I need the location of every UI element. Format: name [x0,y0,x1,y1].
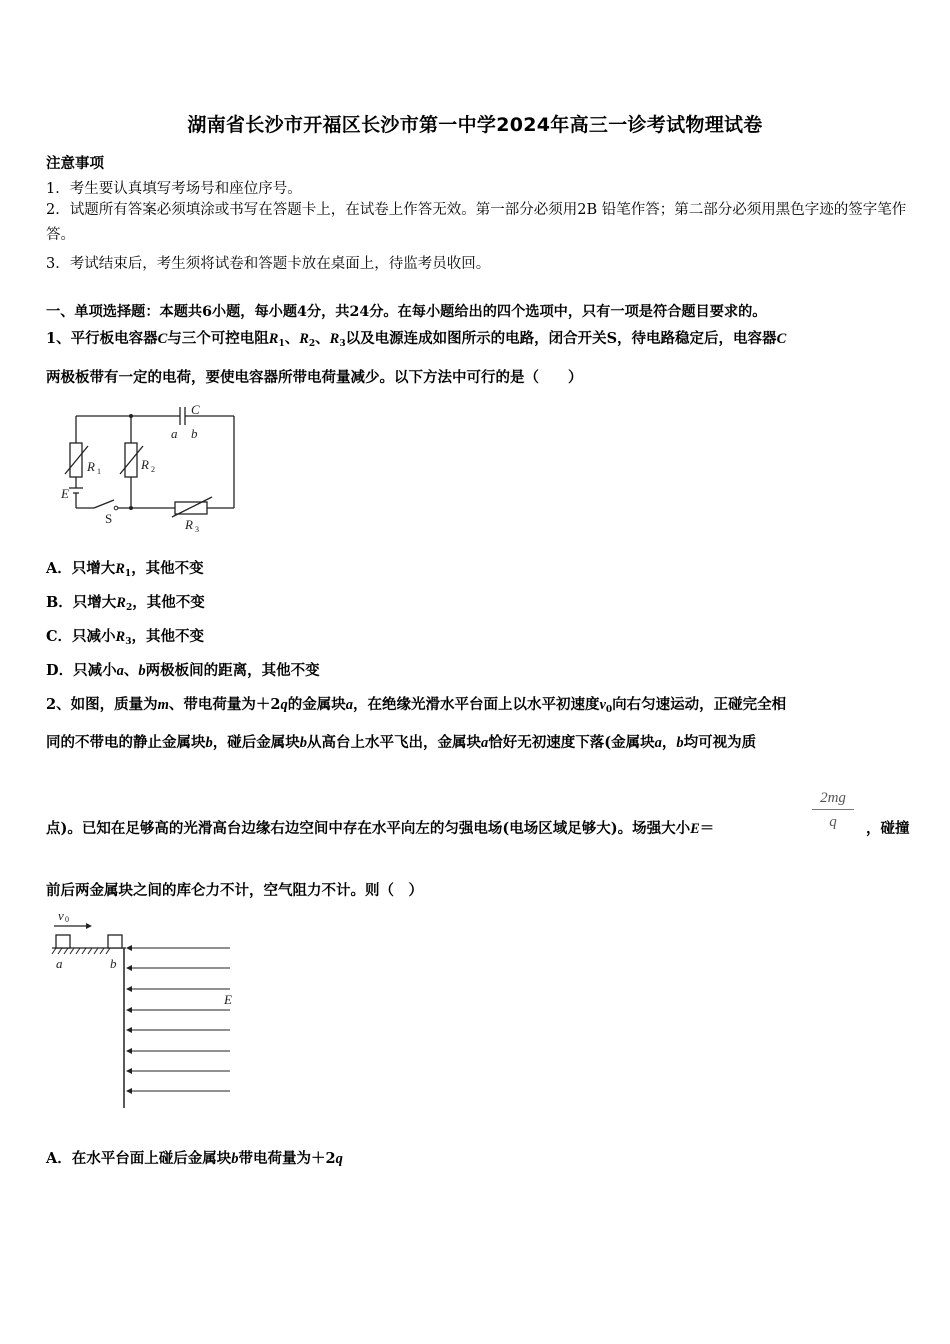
notice-heading: 注意事项 [46,155,104,172]
q2-var-a2: a [481,735,489,751]
q2-field-diagram [46,906,246,1112]
q1-sub-3: 3 [339,339,346,349]
q2-var-v: v [599,697,606,713]
q1-diagram-label-e: E [61,486,69,501]
q1-option-a-sub: 1 [124,569,132,579]
q2-line-1 [46,693,908,714]
q2-var-b2: b [299,735,307,751]
q1-option-d-mid: 、 [123,662,139,679]
notice-item-2: 2．试题所有答案必须填涂或书写在答题卡上，在试卷上作答无效。第一部分必须用2B 铅笔作答；第二部分必须用黑色字迹的签字笔作答。 [46,202,907,243]
q2-option-a-b: b [231,1151,239,1167]
q2-l2-f: 均可视为质 [683,734,757,751]
q2-var-v-sub: 0 [605,705,613,715]
q1-diagram-label-a: a [171,426,178,441]
q2-diagram-label-v-sub: 0 [65,915,69,924]
q1-text-b: 与三个可控电阻 [167,330,269,347]
q1-diagram-label-c: C [191,402,200,417]
q1-option-b-sub: 2 [125,603,133,613]
q1-option-b-pre: B．只增大 [46,594,117,611]
q1-option-d-pre: D．只减小 [46,662,117,679]
q2-diagram-label-v: v [58,908,64,923]
q2-l1-e: 向右匀速运动，正碰完全相 [612,696,787,713]
q1-var-c2: C [776,331,787,347]
q1-sep-2: 、 [315,330,330,347]
q2-l3-tail: ，碰撞 [866,820,910,837]
q2-l1-d: ，在绝缘光滑水平台面上以水平初速度 [352,696,600,713]
q1-option-c-pre: C．只减小 [46,628,116,645]
q2-l3-a: 点)。已知在足够高的光滑高台边缘右边空间中存在水平向左的匀强电场(电场区域足够大)。场强大小 [46,820,691,837]
q2-diagram-label-e: E [224,992,232,1007]
q2-l2-c: 从高台上水平飞出，金属块 [307,734,481,751]
q1-option-b [46,591,908,612]
q1-option-a-var: R [115,561,125,577]
q1-var-r1: R [268,331,279,347]
q1-diagram-sub-2: 2 [151,465,155,474]
q2-l3-eq: ＝ [699,820,715,837]
field-strength-fraction [812,790,854,831]
q2-var-b3: b [676,735,684,751]
q2-diagram-label-b: b [110,956,117,971]
q2-l2-d: 恰好无初速度下落(金属块 [488,734,655,751]
q1-diagram-label-r2: R [141,457,149,472]
q2-var-m: m [157,697,169,713]
q1-option-b-var: R [116,595,126,611]
q2-l2-e: ， [661,734,677,751]
q1-diagram-label-s: S [105,511,113,526]
q2-l1-c: 的金属块 [287,696,346,713]
q1-diagram-sub-3: 3 [195,525,199,533]
q2-line-3 [46,817,908,838]
q1-option-a-post: ，其他不变 [131,560,204,577]
q1-line-2: 两极板带有一定的电荷，要使电容器所带电荷量减少。以下方法中可行的是（ ） [46,369,583,386]
q1-sep-1: 、 [284,330,300,347]
q1-option-c-var: R [115,629,126,645]
q1-diagram-label-r3: R [185,517,193,532]
q2-var-a: a [345,697,353,713]
q2-var-b1: b [205,735,213,751]
q1-var-c: C [157,331,168,347]
q2-l2-a: 同的不带电的静止金属块 [46,734,206,751]
fraction-numerator: 2mg [812,790,854,810]
q1-sub-1: 1 [278,339,285,349]
q1-option-b-post: ，其他不变 [132,594,205,611]
q1-diagram-label-r1: R [87,459,95,474]
q2-diagram-label-a: a [56,956,63,971]
q2-option-a-mid: 带电荷量为＋2 [238,1150,336,1167]
fraction-denominator: q [829,814,837,830]
q1-option-d-b: b [138,663,146,679]
q2-option-a-pre: A．在水平台面上碰后金属块 [46,1150,232,1167]
notice-item-3: 3．考试结束后，考生须将试卷和答题卡放在桌面上，待监考员收回。 [46,256,491,272]
q1-option-d [46,659,908,680]
q1-option-a-pre: A．只增大 [46,560,116,577]
q2-l1-b: 、带电荷量为＋2 [168,696,281,713]
q1-sub-2: 2 [308,339,316,349]
q2-var-a3: a [654,735,662,751]
q1-option-d-post: 两极板间的距离，其他不变 [145,662,320,679]
q1-option-c-post: ，其他不变 [131,628,204,645]
q1-line-1 [46,327,908,348]
q2-line-2 [46,731,908,752]
q2-option-a-q: q [335,1151,343,1167]
q2-var-q: q [280,697,288,713]
q2-option-a [46,1147,908,1168]
q1-option-c-sub: 3 [125,637,132,647]
q1-option-a [46,557,908,578]
q2-l2-b: ，碰后金属块 [212,734,300,751]
q1-diagram-label-b: b [191,426,198,441]
q1-option-c [46,625,908,646]
q1-diagram-sub-1: 1 [97,467,101,476]
page-title: 湖南省长沙市开福区长沙市第一中学2024年高三一诊考试物理试卷 [187,114,763,136]
q2-var-e: E [690,821,700,837]
notice-item-1: 1．考生要认真填写考场号和座位序号。 [46,181,302,197]
section-heading: 一、单项选择题：本题共6小题，每小题4分，共24分。在每小题给出的四个选项中，只有一项是符合题目要求的。 [46,304,767,320]
q2-line-4: 前后两金属块之间的库仑力不计，空气阻力不计。则（ ） [46,882,423,899]
q1-option-d-a: a [116,663,124,679]
q1-var-r3: R [329,331,340,347]
q1-text-c: 以及电源连成如图所示的电路，闭合开关S，待电路稳定后，电容器 [345,330,777,347]
q1-circuit-diagram [44,398,244,533]
q1-var-r2: R [299,331,309,347]
q2-l1-a: 2、如图，质量为 [46,696,158,713]
q1-text-a: 1、平行板电容器 [46,330,158,347]
